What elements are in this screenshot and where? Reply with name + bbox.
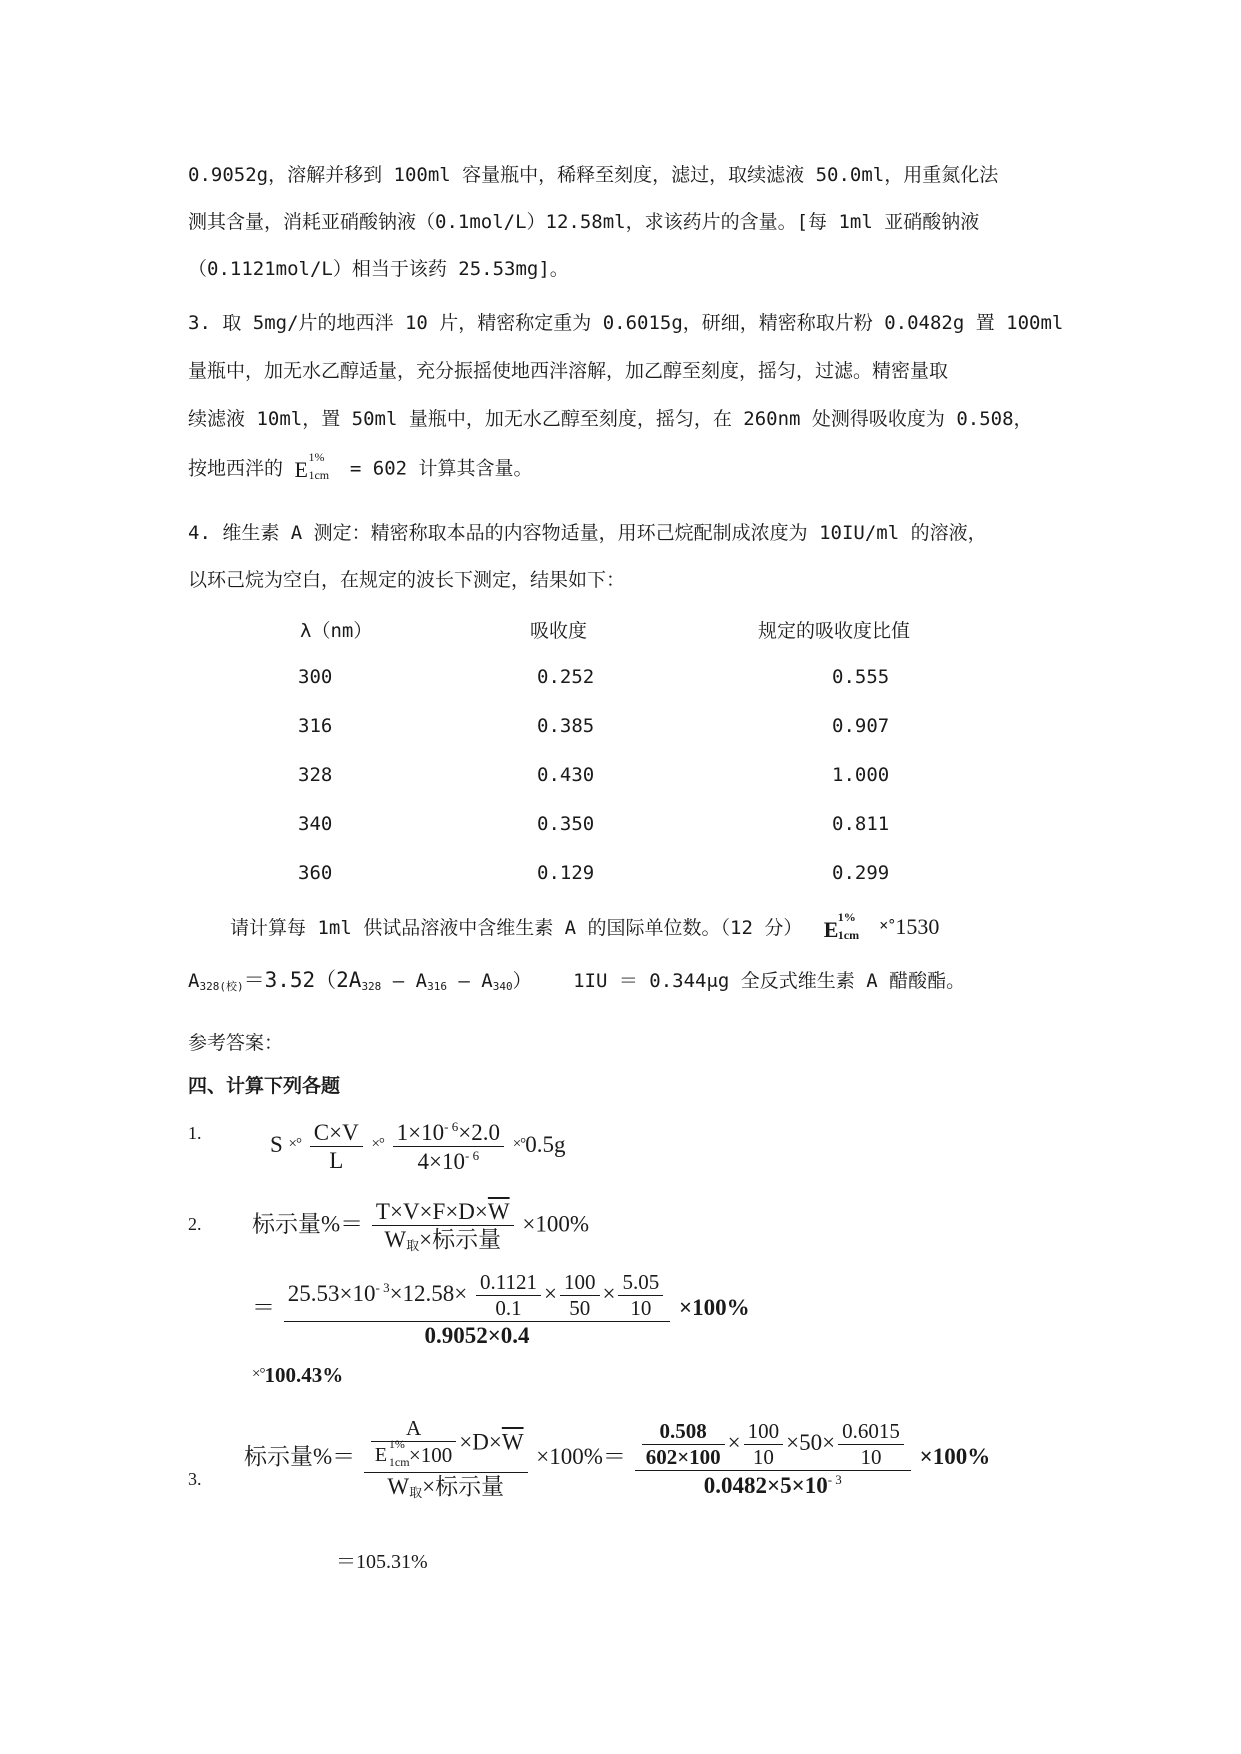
- answer-3-result: ＝105.31%: [336, 1551, 428, 1573]
- table-cell: 360: [298, 862, 333, 884]
- q3-line-4-text-end: = 602 计算其含量。: [349, 457, 533, 480]
- answer-2-number: 2.: [188, 1214, 202, 1234]
- correction-formula: $A_{328(校)}=3.52(2A_{328} - A_{316} - A_{340}) 1IU = 0.344\mu g$ 全反式维生素 A 醋酸酯。: [188, 968, 966, 993]
- q4-line-2: 以环己烷为空白，在规定的波长下测定，结果如下：: [188, 569, 626, 591]
- iu-definition: 1IU ＝ 0.344μg 全反式维生素 A 醋酸酯。: [573, 970, 966, 992]
- table-cell: 0.129: [537, 862, 595, 884]
- table-header-wavelength: λ（nm）: [300, 620, 373, 642]
- answer-1-number: 1.: [188, 1123, 202, 1143]
- answer-3-number: 3.: [188, 1469, 202, 1489]
- table-cell: 0.907: [832, 715, 890, 737]
- q2-line-2: 测其含量，消耗亚硝酸钠液（0.1mol/L）12.58ml，求该药片的含量。[每 1ml 亚硝酸钠液: [188, 211, 980, 233]
- table-cell: 0.555: [832, 666, 890, 688]
- answer-2-formula: 标示量%＝ $\frac{T\times V\times F\times D\times\overline{W}}{W_取\times 标示量}$ ×100%: [252, 1199, 589, 1253]
- table-header-absorbance: 吸收度: [530, 620, 588, 642]
- answer-3-formula: 标示量%＝ A E 1% 1cm ×100 $\times D\times\overline{W}$ $W_取\times$标示量 ×100%＝ $\frac{0.508}{602\times 100}$ × $\frac{100}{10}$ ×50× $\frac{0.6015}{10}$ $0.0482\times 5\times 10^{- 3}$ ×100%: [244, 1416, 991, 1500]
- q3-line-3: 续滤液 10ml，置 50ml 量瓶中，加无水乙醇至刻度，摇匀，在 260nm 处测得吸收度为 0.508，: [188, 408, 1033, 430]
- answers-label: 参考答案：: [188, 1032, 284, 1054]
- q3-line-1: 3. 取 5mg/片的地西泮 10 片，精密称定重为 0.6015g，研细，精密称取片粉 0.0482g 置 100ml: [188, 312, 1064, 334]
- section-title: 四、计算下列各题: [188, 1075, 341, 1097]
- table-cell: 328: [298, 764, 333, 786]
- table-header-ratio: 规定的吸收度比值: [758, 620, 911, 642]
- q4-calc-text: 请计算每 1ml 供试品溶液中含维生素 A 的国际单位数。（12 分）: [230, 917, 803, 939]
- q2-line-3: （0.1121mol/L）相当于该药 25.53mg]。: [188, 258, 569, 280]
- table-cell: 1.000: [832, 764, 890, 786]
- q4-calc-line: [230, 909, 940, 942]
- table-cell: 300: [298, 666, 333, 688]
- table-cell: 0.430: [537, 764, 595, 786]
- q2-line-1: 0.9052g，溶解并移到 100ml 容量瓶中，稀释至刻度，滤过，取续滤液 50.0ml，用重氮化法: [188, 164, 999, 186]
- equals-glyph: ×°: [879, 916, 896, 934]
- q4-line-1: 4. 维生素 A 测定：精密称取本品的内容物适量，用环己烷配制成浓度为 10IU/ml 的溶液，: [188, 522, 987, 544]
- table-cell: 340: [298, 813, 333, 835]
- table-cell: 316: [298, 715, 333, 737]
- answer-2-calculation: ＝ $25.53\times 10^{- 3}\times 12.58\times$ $\frac{0.1121}{0.1}$ × $\frac{100}{50}$ × $\frac{5.05}{10}$ 0.9052×0.4 ×100%: [252, 1270, 750, 1348]
- q3-line-4: [188, 450, 533, 482]
- table-cell: 0.299: [832, 862, 890, 884]
- absorptivity-symbol: E 1% 1cm: [823, 909, 860, 942]
- table-cell: 0.252: [537, 666, 595, 688]
- coef-value: 1530: [895, 914, 940, 939]
- q3-line-4-text: 按地西泮的: [188, 457, 284, 480]
- answer-1-formula: S ×° $\frac{C\times V}{L}$ ×° $\frac{1\times 10^{- 6}\times 2.0}{4\times 10^{- 6}}$ ×°0.5g: [270, 1119, 566, 1174]
- table-cell: 0.385: [537, 715, 595, 737]
- answer-2-result: ×°100.43%: [252, 1363, 344, 1387]
- absorptivity-symbol: E 1% 1cm: [294, 450, 330, 482]
- q3-line-2: 量瓶中，加无水乙醇适量，充分振摇使地西泮溶解，加乙醇至刻度，摇匀，过滤。精密量取: [188, 360, 949, 382]
- table-cell: 0.350: [537, 813, 595, 835]
- table-cell: 0.811: [832, 813, 890, 835]
